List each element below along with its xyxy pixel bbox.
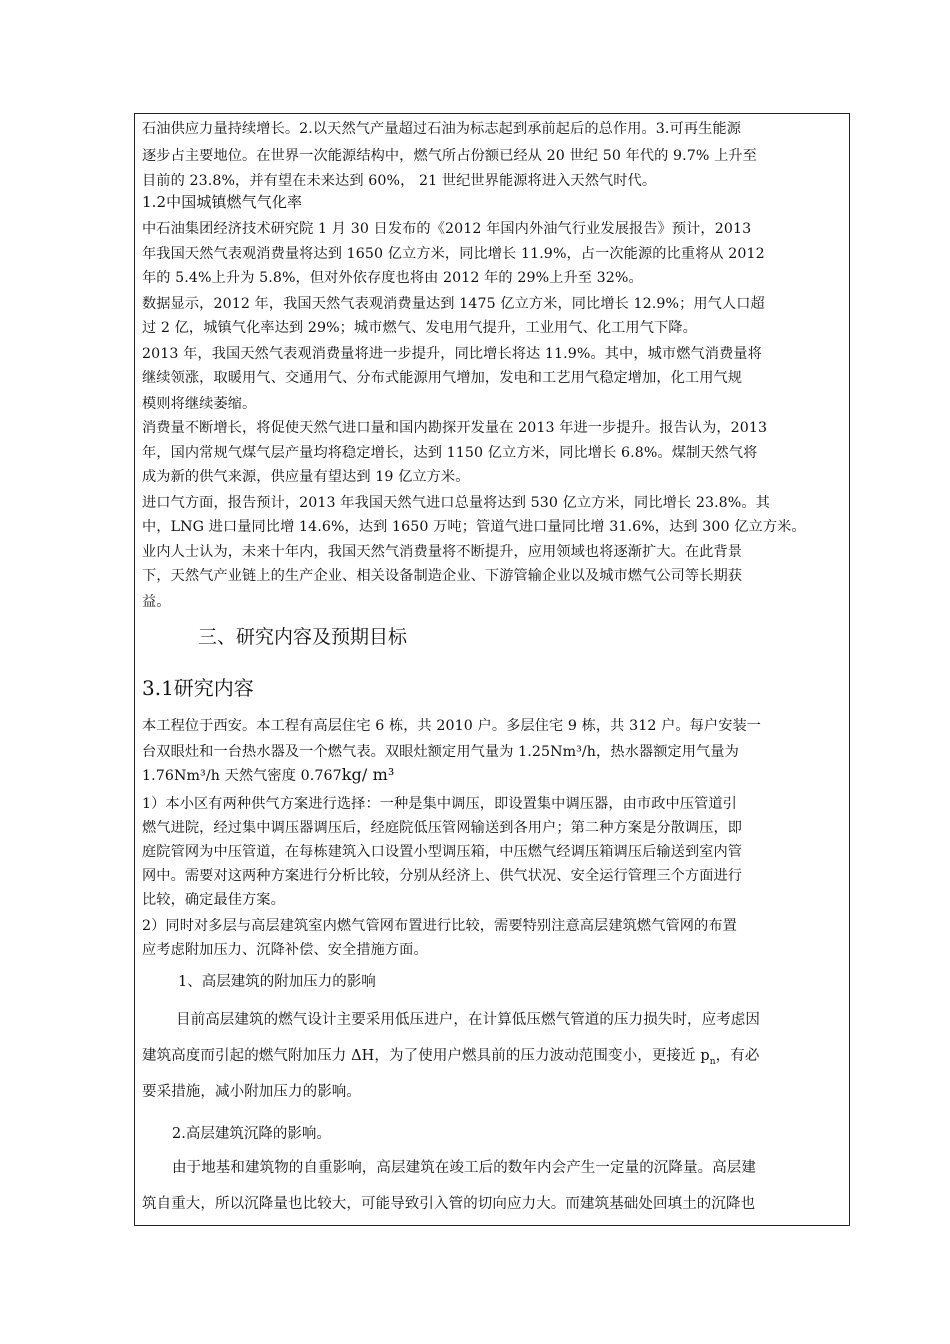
text-line: 成为新的供气来源，供应量有望达到 19 亿立方米。 bbox=[142, 469, 470, 485]
text-line: 2）同时对多层与高层建筑室内燃气管网布置进行比较，需要特别注意高层建筑燃气管网的布置 bbox=[142, 918, 737, 934]
text-line: 筑自重大，所以沉降量也比较大，可能导致引入管的切向应力大。而建筑基础处回填土的沉降也 bbox=[142, 1196, 756, 1212]
text-line: 过 2 亿，城镇气化率达到 29%；城市燃气、发电用气提升，工业用气、化工用气下降。 bbox=[142, 320, 697, 336]
text-line: 进口气方面，报告预计，2013 年我国天然气进口总量将达到 530 亿立方米，同比增长 23.8%。其 bbox=[142, 495, 770, 511]
section-heading-1-2: 1.2中国城镇燃气气化率 bbox=[142, 193, 303, 211]
text-line: 目前的 23.8%，并有望在未来达到 60%， 21 世纪世界能源将进入天然气时代。 bbox=[142, 173, 657, 189]
text-line: 比较，确定最佳方案。 bbox=[142, 892, 285, 908]
text-line: 消费量不断增长，将促使天然气进口量和国内勘探开发量在 2013 年进一步提升。报告认为，2013 bbox=[142, 420, 768, 436]
text-line: 由于地基和建筑物的自重影响，高层建筑在竣工后的数年内会产生一定量的沉降量。高层建 bbox=[172, 1160, 756, 1176]
subsection-heading-1: 1、高层建筑的附加压力的影响 bbox=[178, 974, 376, 990]
text-line: 继续领涨，取暖用气、交通用气、分布式能源用气增加，发电和工艺用气稳定增加，化工用气规 bbox=[142, 370, 743, 386]
unit-span: kg/ m³ bbox=[341, 765, 395, 784]
text-line: 应考虑附加压力、沉降补偿、安全措施方面。 bbox=[142, 942, 428, 958]
text-line: 益。 bbox=[142, 594, 171, 610]
text-line: 石油供应力量持续增长。2.以天然气产量超过石油为标志起到承前起后的总作用。3.可再生能源 bbox=[142, 121, 741, 137]
text-line: 中，LNG 进口量同比增 14.6%，达到 1650 万吨；管道气进口量同比增 31.6%，达到 300 亿立方米。 bbox=[142, 519, 806, 535]
text-line: 台双眼灶和一台热水器及一个燃气表。双眼灶额定用气量为 1.25Nm³/h，热水器额定用气量为 bbox=[142, 744, 739, 760]
chapter-heading: 三、研究内容及预期目标 bbox=[198, 626, 408, 648]
text-span: ，有必 bbox=[715, 1048, 760, 1064]
text-line bbox=[142, 765, 394, 786]
text-line: 1）本小区有两种供气方案进行选择：一种是集中调压，即设置集中调压器，由市政中压管道引 bbox=[142, 796, 737, 812]
subsection-heading-2: 2.高层建筑沉降的影响。 bbox=[172, 1126, 331, 1142]
text-line: 年，国内常规气煤气层产量均将稳定增长，达到 1150 亿立方米，同比增长 6.8%。煤制天然气将 bbox=[142, 445, 758, 461]
text-line: 模则将继续萎缩。 bbox=[142, 396, 257, 412]
text-line bbox=[142, 1046, 759, 1072]
text-line: 下，天然气产业链上的生产企业、相关设备制造企业、下游管输企业以及城市燃气公司等长期获 bbox=[142, 568, 743, 584]
text-line: 目前高层建筑的燃气设计主要采用低压进户，在计算低压燃气管道的压力损失时，应考虑因 bbox=[176, 1012, 760, 1028]
subscript: n bbox=[709, 1056, 716, 1067]
text-line: 本工程位于西安。本工程有高层住宅 6 栋，共 2010 户。多层住宅 9 栋，共 312 户。每户安装一 bbox=[142, 718, 762, 734]
text-line: 要采措施，减小附加压力的影响。 bbox=[142, 1084, 361, 1100]
text-line: 年的 5.4%上升为 5.8%，但对外依存度也将由 2012 年的 29%上升至 32%。 bbox=[142, 270, 643, 286]
text-line: 庭院管网为中压管道，在每栋建筑入口设置小型调压箱，中压燃气经调压箱调压后输送到室内管 bbox=[142, 844, 743, 860]
text-line: 2013 年，我国天然气表观消费量将进一步提升，同比增长将达 11.9%。其中，城市燃气消费量将 bbox=[142, 346, 762, 362]
text-line: 中石油集团经济技术研究院 1 月 30 日发布的《2012 年国内外油气行业发展报告》预计，2013 bbox=[142, 221, 752, 237]
text-line: 燃气进院，经过集中调压器调压后，经庭院低压管网输送到各用户；第二种方案是分散调压，即 bbox=[142, 820, 743, 836]
text-line: 年我国天然气表观消费量将达到 1650 亿立方米，同比增长 11.9%，占一次能源的比重将从 2012 bbox=[142, 246, 765, 262]
section-heading-3-1: 3.1研究内容 bbox=[142, 676, 254, 700]
text-span: 1.76Nm³/h 天然气密度 0.767 bbox=[142, 768, 342, 784]
text-line: 数据显示，2012 年，我国天然气表观消费量达到 1475 亿立方米，同比增长 12.9%；用气人口超 bbox=[142, 296, 765, 312]
text-span: 建筑高度而引起的燃气附加压力 ΔH，为了使用户燃具前的压力波动范围变小，更接近 p bbox=[142, 1048, 710, 1064]
text-line: 逐步占主要地位。在世界一次能源结构中，燃气所占份额已经从 20 世纪 50 年代的 9.7% 上升至 bbox=[142, 148, 757, 164]
text-line: 网中。需要对这两种方案进行分析比较，分别从经济上、供气状况、安全运行管理三个方面进行 bbox=[142, 868, 743, 884]
text-line: 业内人士认为，未来十年内，我国天然气消费量将不断提升，应用领域也将逐渐扩大。在此背景 bbox=[142, 544, 743, 560]
